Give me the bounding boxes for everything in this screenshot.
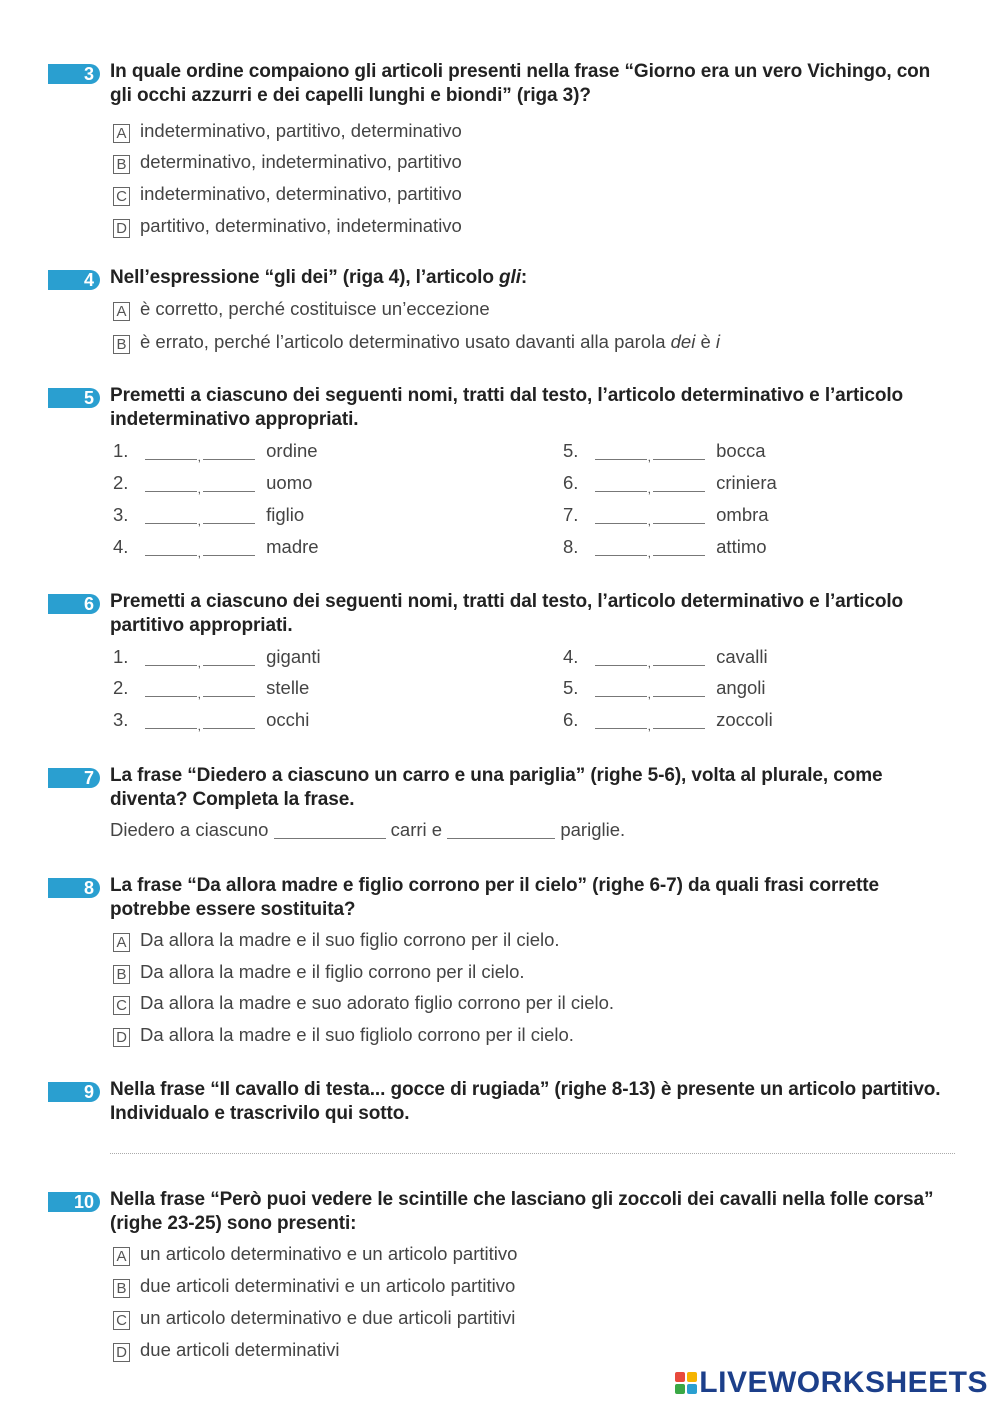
fill-item[interactable]: 7., ombra: [563, 503, 769, 527]
blank-input[interactable]: [595, 509, 647, 524]
fill-item[interactable]: 2., uomo: [113, 471, 312, 495]
question-number-badge: 6: [48, 594, 100, 614]
blank-input[interactable]: [145, 477, 197, 492]
question-text: Nell’espressione “gli dei” (riga 4), l’articolo gli:: [110, 267, 528, 288]
blank-input[interactable]: [653, 445, 705, 460]
blank-input[interactable]: [145, 509, 197, 524]
option-b[interactable]: B è errato, perché l’articolo determinativo usato davanti alla parola dei è i: [113, 330, 720, 354]
question-number-badge: 4: [48, 270, 100, 290]
blank-input[interactable]: [653, 651, 705, 666]
fill-item[interactable]: 6., criniera: [563, 471, 777, 495]
question-text: In quale ordine compaiono gli articoli presenti nella frase “Giorno era un vero Vichingo, con gli occhi azzurri e dei capelli lunghi e biondi” (riga 3)?: [110, 61, 931, 106]
blank-input[interactable]: [145, 651, 197, 666]
option-b[interactable]: B due articoli determinativi e un articolo partitivo: [113, 1274, 515, 1298]
blank-input[interactable]: [203, 541, 255, 556]
fill-item[interactable]: 1., ordine: [113, 439, 318, 463]
blank-input[interactable]: [203, 509, 255, 524]
fill-item[interactable]: 1., giganti: [113, 645, 321, 669]
option-d[interactable]: D Da allora la madre e il suo figliolo corrono per il cielo.: [113, 1023, 574, 1047]
option-b[interactable]: B determinativo, indeterminativo, partitivo: [113, 150, 462, 174]
blank-input[interactable]: [145, 445, 197, 460]
question-text: Premetti a ciascuno dei seguenti nomi, tratti dal testo, l’articolo determinativo e l’articolo partitivo appropriati.: [110, 591, 904, 636]
option-a[interactable]: A è corretto, perché costituisce un’eccezione: [113, 297, 490, 321]
option-d[interactable]: D due articoli determinativi: [113, 1338, 339, 1362]
question-number-badge: 7: [48, 768, 100, 788]
answer-line[interactable]: [110, 1153, 955, 1154]
fill-item[interactable]: 4., madre: [113, 535, 319, 559]
liveworksheets-logo[interactable]: [675, 1366, 988, 1400]
blank-input[interactable]: [595, 714, 647, 729]
option-a[interactable]: A Da allora la madre e il suo figlio corrono per il cielo.: [113, 928, 560, 952]
completion-sentence: Diedero a ciascuno carri e pariglie.: [110, 819, 626, 840]
blank-input[interactable]: [145, 682, 197, 697]
fill-item[interactable]: 5., bocca: [563, 439, 766, 463]
question-number-badge: 5: [48, 388, 100, 408]
blank-input[interactable]: [447, 824, 555, 839]
logo-text: LIVEWORKSHEETS: [699, 1366, 988, 1399]
question-text: La frase “Da allora madre e figlio corrono per il cielo” (righe 6-7) da quali frasi corrette potrebbe essere sostituita?: [110, 875, 879, 920]
blank-input[interactable]: [595, 651, 647, 666]
option-a[interactable]: A indeterminativo, partitivo, determinativo: [113, 119, 462, 143]
option-a[interactable]: A un articolo determinativo e un articolo partitivo: [113, 1242, 517, 1266]
option-d[interactable]: D partitivo, determinativo, indeterminativo: [113, 214, 462, 238]
fill-item[interactable]: 6., zoccoli: [563, 708, 773, 732]
question-text: Premetti a ciascuno dei seguenti nomi, tratti dal testo, l’articolo determinativo e l’articolo indeterminativo appropriati.: [110, 385, 904, 430]
fill-item[interactable]: 8., attimo: [563, 535, 767, 559]
fill-item[interactable]: 5., angoli: [563, 676, 766, 700]
option-c[interactable]: C un articolo determinativo e due articoli partitivi: [113, 1306, 515, 1330]
fill-item[interactable]: 4., cavalli: [563, 645, 768, 669]
blank-input[interactable]: [203, 477, 255, 492]
question-text: La frase “Diedero a ciascuno un carro e una pariglia” (righe 5-6), volta al plurale, come diventa? Completa la frase.: [110, 765, 883, 810]
question-number-badge: 8: [48, 878, 100, 898]
question-number-badge: 3: [48, 64, 100, 84]
blank-input[interactable]: [203, 714, 255, 729]
blank-input[interactable]: [653, 541, 705, 556]
blank-input[interactable]: [203, 682, 255, 697]
blank-input[interactable]: [653, 714, 705, 729]
option-c[interactable]: C Da allora la madre e suo adorato figlio corrono per il cielo.: [113, 991, 614, 1015]
question-text: Nella frase “Il cavallo di testa... gocce di rugiada” (righe 8-13) è presente un articolo partitivo. Individualo e trascrivilo qui sotto.: [110, 1079, 941, 1124]
blank-input[interactable]: [203, 651, 255, 666]
fill-item[interactable]: 3., occhi: [113, 708, 309, 732]
logo-icon: [675, 1372, 697, 1394]
blank-input[interactable]: [653, 682, 705, 697]
blank-input[interactable]: [203, 445, 255, 460]
blank-input[interactable]: [595, 541, 647, 556]
option-b[interactable]: B Da allora la madre e il figlio corrono per il cielo.: [113, 960, 525, 984]
question-number-badge: 9: [48, 1082, 100, 1102]
fill-item[interactable]: 3., figlio: [113, 503, 304, 527]
blank-input[interactable]: [595, 682, 647, 697]
blank-input[interactable]: [653, 477, 705, 492]
blank-input[interactable]: [653, 509, 705, 524]
fill-item[interactable]: 2., stelle: [113, 676, 309, 700]
question-text: Nella frase “Però puoi vedere le scintille che lasciano gli zoccoli dei cavalli nella folle corsa” (righe 23-25) sono presenti:: [110, 1189, 934, 1234]
blank-input[interactable]: [145, 541, 197, 556]
question-number-badge: 10: [48, 1192, 100, 1212]
blank-input[interactable]: [595, 477, 647, 492]
blank-input[interactable]: [145, 714, 197, 729]
option-c[interactable]: C indeterminativo, determinativo, partitivo: [113, 182, 462, 206]
blank-input[interactable]: [595, 445, 647, 460]
blank-input[interactable]: [274, 824, 386, 839]
